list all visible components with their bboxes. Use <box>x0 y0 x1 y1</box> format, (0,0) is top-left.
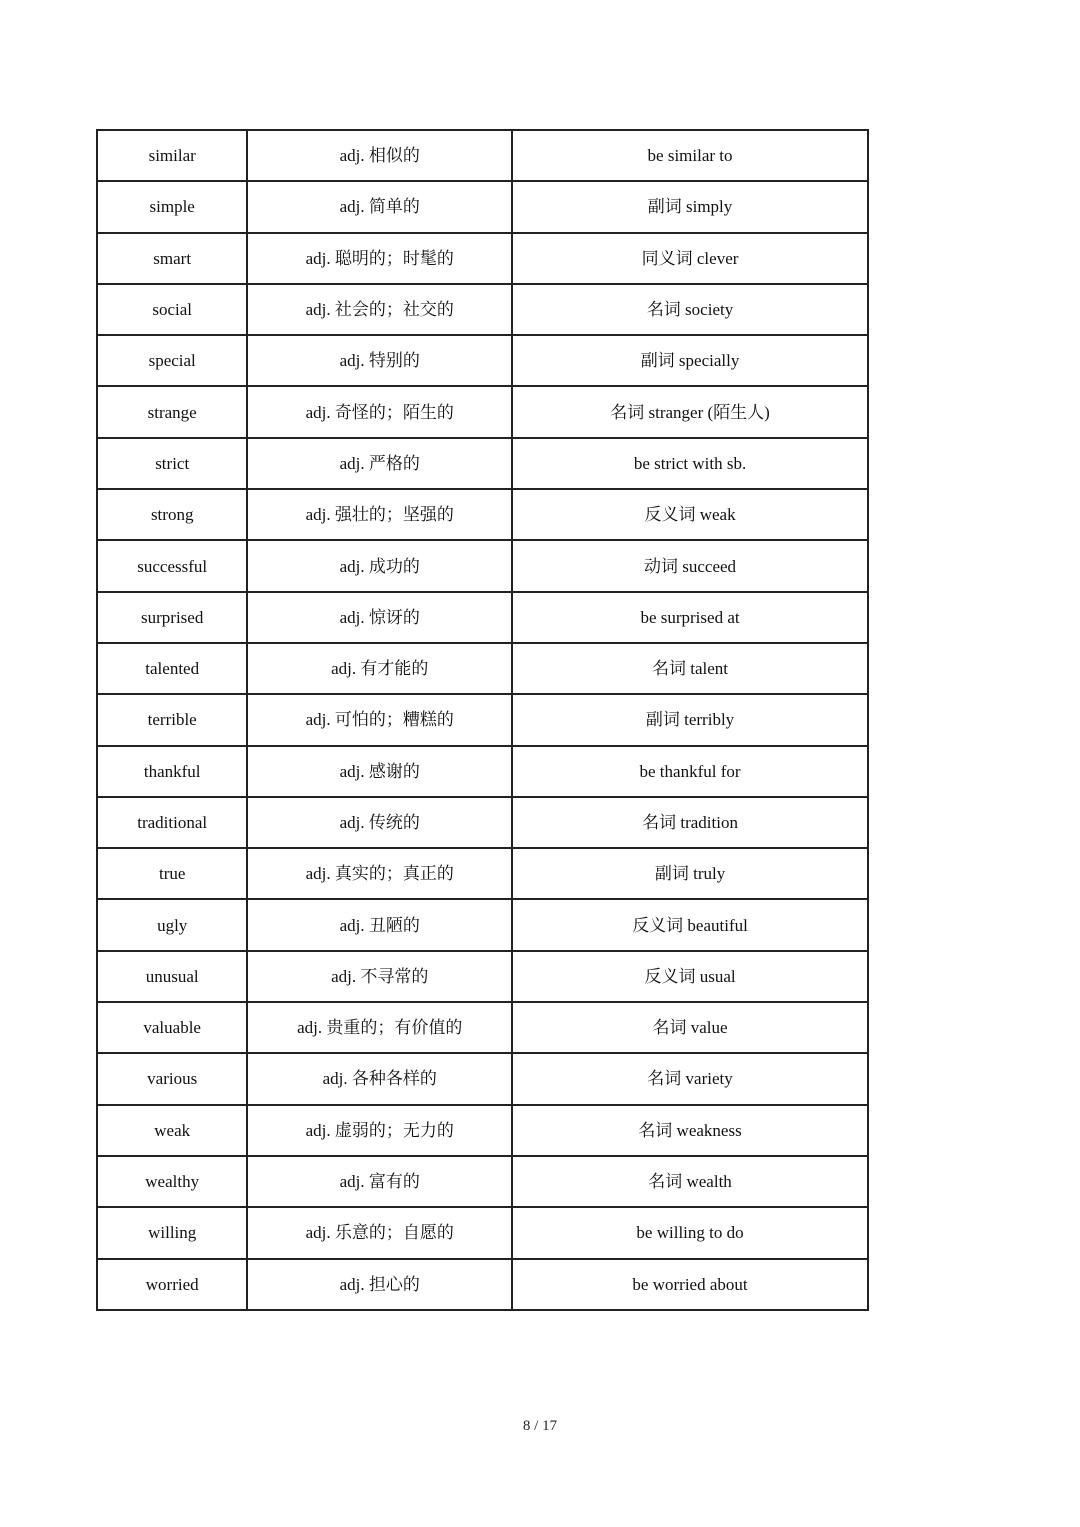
word-cell: wealthy <box>97 1156 247 1207</box>
table-row <box>97 540 868 591</box>
word-cell: similar <box>97 130 247 181</box>
note-cell: 名词 value <box>512 1002 868 1053</box>
word-cell: smart <box>97 233 247 284</box>
meaning-cell: adj. 可怕的；糟糕的 <box>247 694 512 745</box>
word-cell: simple <box>97 181 247 232</box>
table-row <box>97 335 868 386</box>
word-cell: terrible <box>97 694 247 745</box>
note-cell: 副词 specially <box>512 335 868 386</box>
table-row <box>97 438 868 489</box>
table-row <box>97 1156 868 1207</box>
word-cell: various <box>97 1053 247 1104</box>
note-cell: 名词 weakness <box>512 1105 868 1156</box>
note-cell: be surprised at <box>512 592 868 643</box>
vocabulary-table <box>96 129 869 1311</box>
meaning-cell: adj. 社会的；社交的 <box>247 284 512 335</box>
word-cell: strict <box>97 438 247 489</box>
meaning-cell: adj. 不寻常的 <box>247 951 512 1002</box>
table-row <box>97 899 868 950</box>
meaning-cell: adj. 简单的 <box>247 181 512 232</box>
note-cell: 反义词 usual <box>512 951 868 1002</box>
note-cell: 名词 variety <box>512 1053 868 1104</box>
meaning-cell: adj. 虚弱的；无力的 <box>247 1105 512 1156</box>
note-cell: 名词 wealth <box>512 1156 868 1207</box>
vocabulary-table-body <box>97 130 868 1310</box>
table-row <box>97 1259 868 1310</box>
note-cell: 名词 stranger (陌生人) <box>512 386 868 437</box>
table-row <box>97 1207 868 1258</box>
meaning-cell: adj. 乐意的；自愿的 <box>247 1207 512 1258</box>
meaning-cell: adj. 相似的 <box>247 130 512 181</box>
word-cell: ugly <box>97 899 247 950</box>
meaning-cell: adj. 成功的 <box>247 540 512 591</box>
word-cell: worried <box>97 1259 247 1310</box>
word-cell: special <box>97 335 247 386</box>
meaning-cell: adj. 真实的；真正的 <box>247 848 512 899</box>
note-cell: 副词 simply <box>512 181 868 232</box>
table-row <box>97 848 868 899</box>
table-row <box>97 489 868 540</box>
table-row <box>97 592 868 643</box>
meaning-cell: adj. 聪明的；时髦的 <box>247 233 512 284</box>
table-row <box>97 1105 868 1156</box>
meaning-cell: adj. 感谢的 <box>247 746 512 797</box>
table-row <box>97 181 868 232</box>
word-cell: unusual <box>97 951 247 1002</box>
table-row <box>97 643 868 694</box>
table-row <box>97 284 868 335</box>
note-cell: 同义词 clever <box>512 233 868 284</box>
note-cell: 反义词 weak <box>512 489 868 540</box>
note-cell: be worried about <box>512 1259 868 1310</box>
meaning-cell: adj. 丑陋的 <box>247 899 512 950</box>
meaning-cell: adj. 特别的 <box>247 335 512 386</box>
table-row <box>97 386 868 437</box>
note-cell: be strict with sb. <box>512 438 868 489</box>
table-row <box>97 1002 868 1053</box>
table-row <box>97 130 868 181</box>
table-row <box>97 746 868 797</box>
note-cell: be similar to <box>512 130 868 181</box>
word-cell: traditional <box>97 797 247 848</box>
meaning-cell: adj. 担心的 <box>247 1259 512 1310</box>
meaning-cell: adj. 强壮的；坚强的 <box>247 489 512 540</box>
word-cell: strong <box>97 489 247 540</box>
meaning-cell: adj. 严格的 <box>247 438 512 489</box>
meaning-cell: adj. 惊讶的 <box>247 592 512 643</box>
note-cell: 名词 talent <box>512 643 868 694</box>
meaning-cell: adj. 奇怪的；陌生的 <box>247 386 512 437</box>
table-row <box>97 951 868 1002</box>
meaning-cell: adj. 传统的 <box>247 797 512 848</box>
meaning-cell: adj. 有才能的 <box>247 643 512 694</box>
note-cell: be thankful for <box>512 746 868 797</box>
table-row <box>97 694 868 745</box>
meaning-cell: adj. 各种各样的 <box>247 1053 512 1104</box>
word-cell: weak <box>97 1105 247 1156</box>
note-cell: 名词 society <box>512 284 868 335</box>
word-cell: valuable <box>97 1002 247 1053</box>
word-cell: thankful <box>97 746 247 797</box>
meaning-cell: adj. 富有的 <box>247 1156 512 1207</box>
table-row <box>97 1053 868 1104</box>
table-row <box>97 797 868 848</box>
note-cell: 反义词 beautiful <box>512 899 868 950</box>
note-cell: 动词 succeed <box>512 540 868 591</box>
note-cell: 副词 truly <box>512 848 868 899</box>
page-number: 8 / 17 <box>522 1418 558 1434</box>
table-row <box>97 233 868 284</box>
word-cell: talented <box>97 643 247 694</box>
word-cell: successful <box>97 540 247 591</box>
word-cell: strange <box>97 386 247 437</box>
note-cell: be willing to do <box>512 1207 868 1258</box>
word-cell: true <box>97 848 247 899</box>
meaning-cell: adj. 贵重的；有价值的 <box>247 1002 512 1053</box>
note-cell: 名词 tradition <box>512 797 868 848</box>
word-cell: willing <box>97 1207 247 1258</box>
word-cell: social <box>97 284 247 335</box>
word-cell: surprised <box>97 592 247 643</box>
note-cell: 副词 terribly <box>512 694 868 745</box>
